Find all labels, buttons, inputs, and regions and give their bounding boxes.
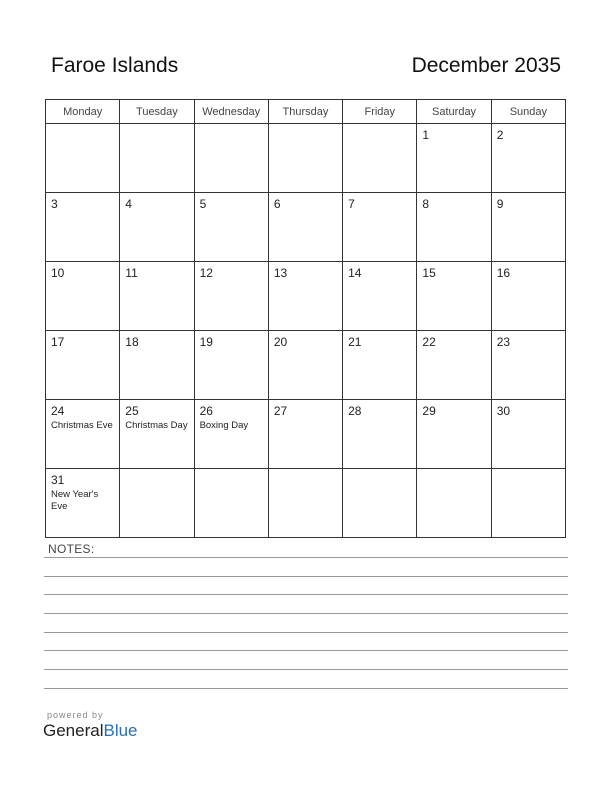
powered-by-text: powered by [47,710,104,720]
day-number: 19 [199,335,213,349]
weekday-header: Wednesday [194,100,268,124]
day-cell [417,193,491,262]
notes-line [44,632,568,633]
day-cell [120,262,194,331]
weekday-header: Thursday [268,100,342,124]
empty-day-cell [343,124,417,193]
day-number: 23 [496,335,511,349]
day-number: 10 [51,266,65,280]
day-cell [343,262,417,331]
day-cell [268,193,342,262]
day-number: 20 [273,335,288,349]
month-year-title: December 2035 [411,54,561,77]
notes-line [44,688,568,689]
empty-day-cell [343,469,417,538]
day-number: 11 [125,266,138,280]
calendar-week-row [46,400,566,469]
weekday-header: Monday [46,100,120,124]
empty-day-cell [194,124,268,193]
day-cell [417,331,491,400]
day-cell [491,193,565,262]
holiday-label: Boxing Day [199,420,249,431]
weekday-header: Sunday [491,100,565,124]
empty-day-cell [120,124,194,193]
empty-day-cell [268,124,342,193]
calendar-week-row [46,469,566,538]
day-cell [491,331,565,400]
day-cell [194,193,268,262]
day-number: 17 [51,335,65,349]
day-number: 25 [125,404,139,418]
day-cell [417,262,491,331]
day-cell [417,400,491,469]
day-cell [417,124,491,193]
day-number: 22 [422,335,436,349]
empty-day-cell [268,469,342,538]
day-cell [46,193,120,262]
day-number: 21 [348,335,362,349]
day-number: 27 [273,404,288,418]
calendar-week-row [46,124,566,193]
day-cell [343,331,417,400]
day-number: 3 [51,197,58,211]
day-cell [46,469,120,538]
day-cell [343,400,417,469]
weekday-header: Friday [343,100,417,124]
holiday-label: New Year's Eve [51,489,99,512]
day-number: 6 [273,197,281,211]
empty-day-cell [417,469,491,538]
day-number: 7 [348,197,355,211]
empty-day-cell [120,469,194,538]
day-number: 12 [199,266,213,280]
day-number: 16 [496,266,511,280]
calendar-week-row [46,331,566,400]
day-number: 9 [496,197,504,211]
notes-line [44,650,568,651]
day-cell [268,400,342,469]
day-cell [46,331,120,400]
day-cell [120,331,194,400]
day-cell [194,262,268,331]
day-number: 28 [348,404,362,418]
day-number: 30 [496,404,511,418]
notes-label: NOTES: [48,542,95,556]
day-cell [491,124,565,193]
day-cell [120,193,194,262]
day-cell [268,262,342,331]
day-number: 18 [125,335,139,349]
weekday-header: Saturday [417,100,491,124]
holiday-label: Christmas Eve [51,420,113,431]
day-cell [491,400,565,469]
day-number: 8 [422,197,430,211]
day-cell [343,193,417,262]
day-cell [46,262,120,331]
brand-general: General [43,721,104,740]
notes-line [44,557,568,558]
day-cell [491,262,565,331]
calendar-week-row [46,193,566,262]
day-cell [46,400,120,469]
brand-blue: Blue [103,721,138,740]
day-number: 14 [348,266,362,280]
notes-line [44,613,568,614]
notes-line [44,669,568,670]
day-cell [120,400,194,469]
day-cell [194,331,268,400]
day-cell [268,331,342,400]
calendar-grid [45,99,566,538]
day-number: 31 [51,473,65,487]
country-title: Faroe Islands [51,54,179,77]
notes-line [44,594,568,595]
holiday-label: Christmas Day [125,420,188,431]
day-number: 5 [199,197,207,211]
empty-day-cell [194,469,268,538]
weekday-header-row [46,100,566,124]
calendar-week-row [46,262,566,331]
day-number: 2 [496,128,504,142]
generalblue-logo[interactable] [43,721,138,741]
day-number: 13 [273,266,288,280]
notes-line [44,576,568,577]
day-number: 1 [422,128,430,142]
day-number: 4 [125,197,132,211]
day-number: 24 [51,404,65,418]
day-cell [194,400,268,469]
day-number: 15 [422,266,436,280]
empty-day-cell [491,469,565,538]
empty-day-cell [46,124,120,193]
day-number: 29 [422,404,436,418]
day-number: 26 [199,404,213,418]
weekday-header: Tuesday [120,100,194,124]
